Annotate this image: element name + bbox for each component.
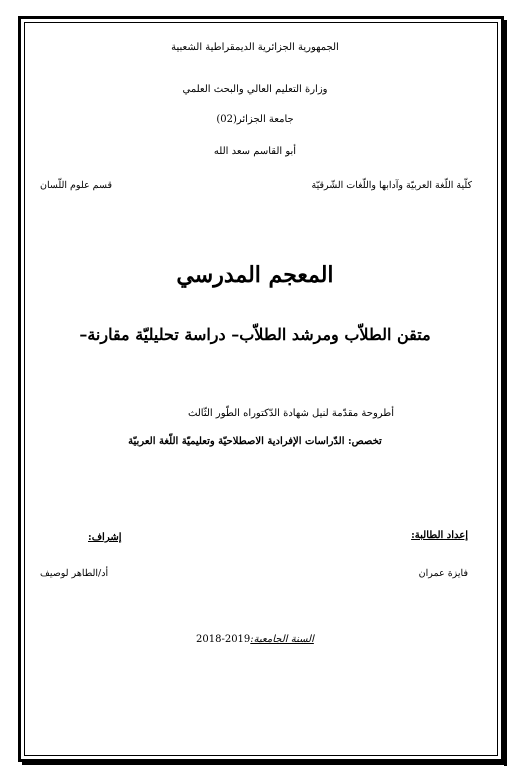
prepared-by-label: إعداد الطالبة: (411, 530, 468, 541)
thesis-subtitle: متقن الطلاّب ومرشد الطلاّب– دراسة تحليليّة مقارنة– (79, 325, 431, 344)
specialty-line (30, 436, 480, 447)
republic-line: الجمهورية الجزائرية الديمقراطية الشعبية (171, 42, 339, 53)
specialty-label: تخصص: (347, 436, 382, 447)
ministry-line: وزارة التعليم العالي والبحث العلمي (182, 84, 328, 95)
academic-year-line (196, 634, 314, 645)
thesis-description: أطروحة مقدّمة لنيل شهادة الدّكتوراه الطّور الثّالث (187, 408, 395, 419)
supervision-label: إشراف: (88, 532, 122, 543)
faculty-line: كلّية اللّغة العربيّة وآدابها واللّغات الشّرقيّة (311, 180, 472, 191)
thesis-title: المعجم المدرسي (176, 262, 334, 288)
page-border-inner (24, 22, 498, 756)
page-border-shadow-right (504, 20, 507, 766)
page-border-shadow-bottom (22, 762, 507, 765)
university-name-line: أبو القاسم سعد الله (213, 146, 297, 157)
academic-year-value: 2018-2019 (196, 634, 251, 645)
university-line: جامعة الجزائر(02) (216, 114, 294, 125)
specialty-value: الدّراسات الإفرادية الاصطلاحيّة وتعليميّة اللّغة العربيّة (128, 436, 348, 447)
academic-year-label: السنة الجامعية: (250, 634, 314, 645)
student-name: فايزة عمران (418, 568, 468, 579)
department-line: قسم علوم اللّسان (40, 180, 113, 191)
supervisor-name: أد/الطاهر لوصيف (40, 568, 109, 579)
